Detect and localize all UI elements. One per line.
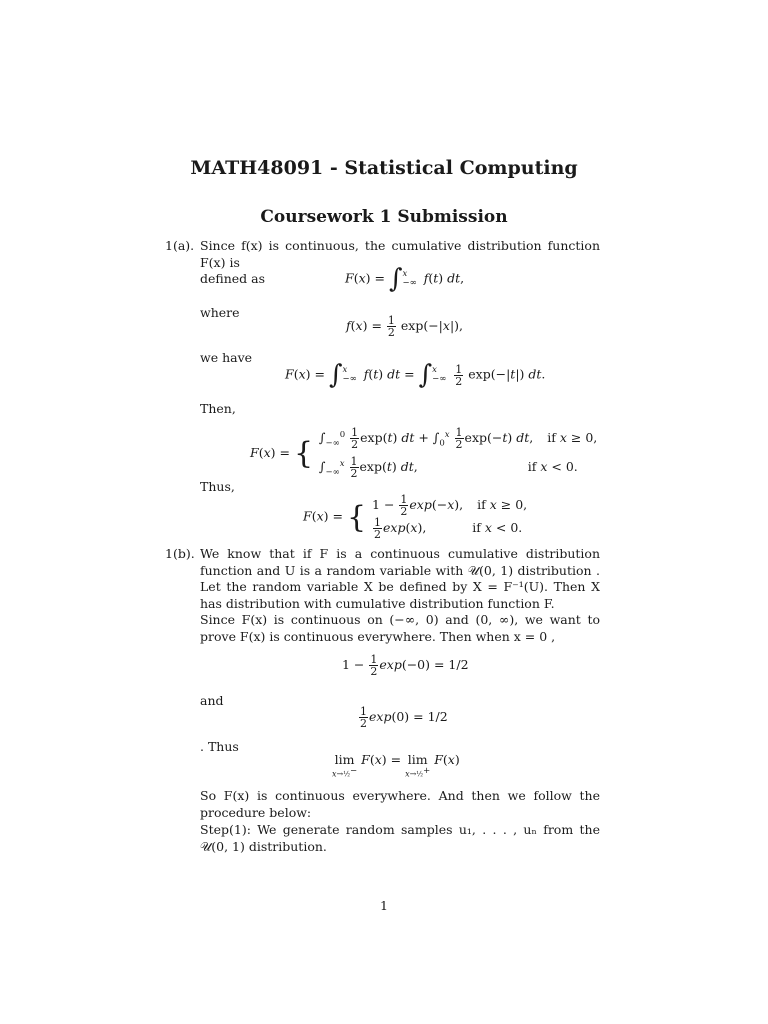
- page-number: 1: [380, 898, 388, 913]
- question-label-1a: 1(a).: [165, 238, 195, 253]
- equation-cdf-expanded: F(x) = ∫ x −∞ f(t) dt = ∫ x −∞ $\frac{1}{2}$ exp(−|t|) dt.: [285, 360, 546, 390]
- q1b-paragraph-2: Since F(x) is continuous on (−∞, 0) and (0, ∞), we want to prove F(x) is continuous everywhere. Then when x = 0 ,: [200, 612, 600, 644]
- q1a-intro-line2: defined as: [200, 271, 266, 286]
- text-thus-2: . Thus: [200, 739, 239, 754]
- text-we-have: we have: [200, 350, 253, 365]
- equation-pdf: f(x) = $\frac{1}{2}$ exp(−|x|),: [346, 314, 464, 339]
- equation-right-limit-value: $\frac{1}{2}$ exp(0) = 1/2: [360, 705, 448, 730]
- question-label-1b: 1(b).: [165, 546, 195, 561]
- text-then: Then,: [200, 401, 236, 416]
- document-title: MATH48091 - Statistical Computing: [190, 157, 578, 179]
- q1b-paragraph-4: Step(1): We generate random samples u₁, . . . , uₙ from the 𝒰(0, 1) distribution.: [200, 822, 600, 854]
- text-where: where: [200, 305, 240, 320]
- equation-cdf-definition: F(x) = ∫ x −∞ f(t) dt,: [345, 264, 465, 294]
- q1a-intro-line1: Since f(x) is continuous, the cumulative distribution function F(x) is: [200, 238, 600, 270]
- equation-piecewise-final: F(x) = { 1 − $\frac{1}{2}$ exp(−x), if x ≥ 0, $\frac{1}{2}$ exp(x), if x < 0.: [303, 493, 528, 541]
- equation-piecewise-integral: F(x) = { $\int_{-\infty}^0$ $\frac{1}{2}$ exp(t) dt + $\int_0^x$ $\frac{1}{2}$ exp(−t) dt, if x ≥ 0, $\int_{-\infty}^x$ $\frac{1}{2}$ exp(t) dt, if x < 0.: [250, 426, 598, 480]
- equation-left-limit-value: 1 − $\frac{1}{2}$ exp(−0) = 1/2: [342, 653, 469, 678]
- document-subtitle: Coursework 1 Submission: [260, 207, 508, 227]
- text-and: and: [200, 693, 224, 708]
- q1b-paragraph-3: So F(x) is continuous everywhere. And then we follow the procedure below:: [200, 788, 600, 820]
- q1b-paragraph-1: We know that if F is a continuous cumulative distribution function and U is a random variable with 𝒰(0, 1) distribution . Let the random variable X be defined by X = F⁻¹(U). Then X has distribution with cumulative distribution function F.: [200, 546, 600, 611]
- equation-limits-equal: lim x→½− F(x) = lim x→½+ F(x): [332, 752, 460, 779]
- text-thus: Thus,: [200, 479, 235, 494]
